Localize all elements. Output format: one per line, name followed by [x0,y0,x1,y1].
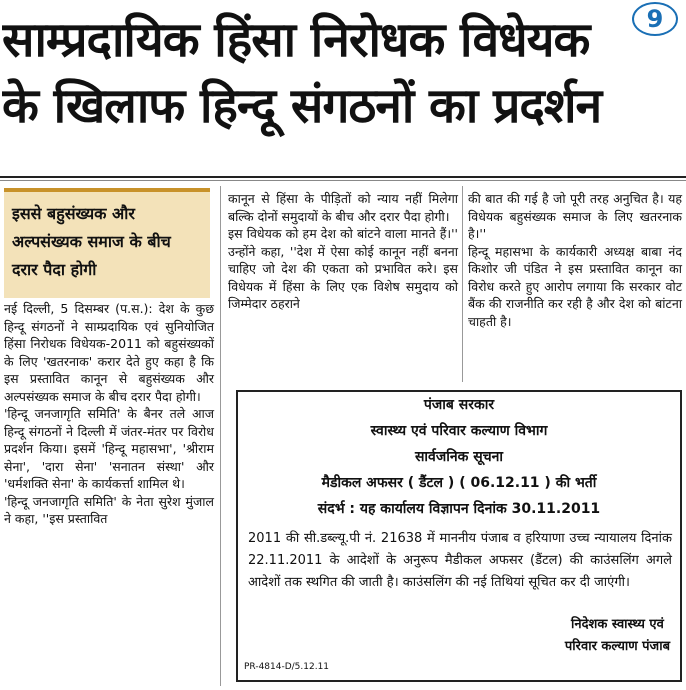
paragraph: 'हिन्दू जनजागृति समिति' के बैनर तले आज हिन्दू संगठनों ने दिल्ली में जंतर-मंतर पर विरोध प्रदर्शन किया। इसमें 'हिन्दू महासभा', 'श्रीराम सेना', 'दारा सेना' 'सनातन संस्था' और 'धर्मशक्ति सेना' के कार्यकर्त्ता शामिल थे। [4,406,214,491]
paragraph: नई दिल्ली, 5 दिसम्बर (प.स.): देश के कुछ हिन्दू संगठनों ने साम्प्रदायिक एवं सुनियोजित हिंसा निरोधक विधेयक-2011 को बहुसंख्यकों के लिए 'खतरनाक' करार देते हुए कहा है कि इस प्रस्तावित कानून से बहुसंख्यक और अल्पसंख्यक समाज के बीच दरार पैदा होगी। [4,301,214,404]
column-divider [462,186,463,382]
notice-signature [565,614,670,658]
paragraph: 'हिन्दू जनजागृति समिति' के नेता सुरेश मुंजाल ने कहा, ''इस प्रस्तावित [4,493,214,526]
headline-rule-thin [0,180,686,181]
signature-line-2: परिवार कल्याण पंजाब [564,639,670,654]
paragraph: की बात की गई है जो पूरी तरह अनुचित है। यह विधेयक बहुसंख्यक समाज के लिए खतरनाक है।'' [468,191,682,241]
notice-code: PR-4814-D/5.12.11 [244,662,330,672]
column-divider [220,186,221,686]
subhead: इससे बहुसंख्यक और अल्पसंख्यक समाज के बीच दरार पैदा होगी [12,204,171,279]
page-number: 9 [632,2,678,36]
headline-rule [0,176,686,178]
headline-line-2: के खिलाफ हिन्दू संगठनों का प्रदर्शन [2,78,602,134]
paragraph: हिन्दू महासभा के कार्यकारी अध्यक्ष बाबा नंद किशोर जी पंडित ने इस प्रस्तावित कानून का विरोध करते हुए आरोप लगाया कि सरकार वोट बैंक की राजनीति कर रही है और देश को बांटना चाहती है। [468,243,682,329]
notice-recruitment: मैडीकल अफसर ( डैंटल ) ( 06.12.11 ) की भर्ती [321,475,597,491]
notice-reference: संदर्भ : यह कार्यालय विज्ञापन दिनांक 30.11.2011 [317,501,601,517]
article-column-2 [228,190,458,313]
subhead-box [4,188,210,298]
government-notice [236,390,682,682]
paragraph: कानून से हिंसा के पीड़ितों को न्याय नहीं मिलेगा बल्कि दोनों समुदायों के बीच और दरार पैदा होगी। [228,191,458,224]
signature-line-1: निदेशक स्वास्थ्य एवं [571,617,664,632]
paragraph: इस विधेयक को हम देश को बांटने वाला मानते हैं।'' उन्होंने कहा, ''देश में ऐसा कोई कानून नहीं बनना चाहिए जो देश की एकता को प्रभावित करे। इस विधेयक में हिंसा के लिए एक विशेष समुदाय को जिम्मेदार ठहराने [228,226,458,311]
notice-department: स्वास्थ्य एवं परिवार कल्याण विभाग [370,423,548,439]
notice-org: पंजाब सरकार [423,397,495,413]
notice-body: 2011 की सी.डब्ल्यू.पी नं. 21638 में माननीय पंजाब व हरियाणा उच्च न्यायालय दिनांक 22.11.2011 के आदेशों के अनुरूप मैडीकल अफसर (डैंटल) की काउंसलिंग अगले आदेशों तक स्थगित की जाती है। काउंसलिंग की नई तिथियां सूचित कर दी जाएंगी। [248,531,672,590]
article-column-3 [468,190,682,330]
headline [2,6,632,138]
article-column-1 [4,300,214,528]
headline-line-1: साम्प्रदायिक हिंसा निरोधक विधेयक [2,12,590,68]
notice-title: सार्वजनिक सूचना [414,449,504,465]
